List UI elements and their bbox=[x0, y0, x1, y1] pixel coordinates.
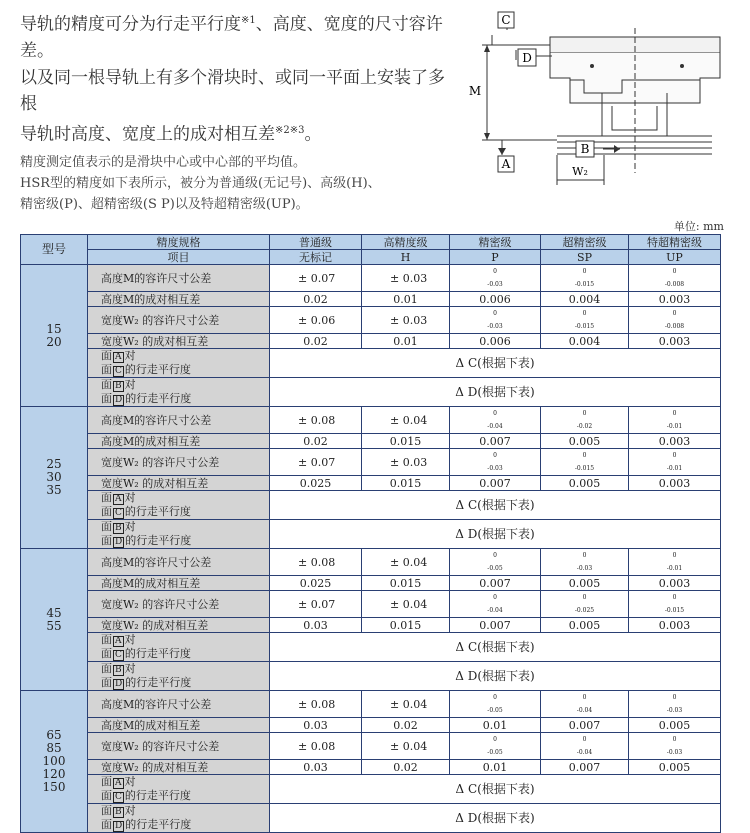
face-word: 面 bbox=[101, 662, 112, 675]
tol-lower: -0.04 bbox=[487, 607, 503, 614]
cell-up bbox=[629, 591, 721, 618]
cell-value: 0.004 bbox=[541, 292, 629, 307]
cell-value: 0.004 bbox=[541, 334, 629, 349]
model-number: 35 bbox=[46, 483, 62, 497]
tol-upper: 0 bbox=[672, 310, 677, 317]
table-row bbox=[21, 378, 721, 407]
parallel-word: 的行走平行度 bbox=[124, 647, 191, 660]
intro-line-2: 以及同一根导轨上有多个滑块时、或同一平面上安装了多根 bbox=[20, 67, 445, 115]
cell-normal: ± 0.06 bbox=[270, 307, 362, 334]
item-width-pair: 宽度W₂ 的成对相互差 bbox=[88, 476, 270, 491]
cell-value: 0.007 bbox=[450, 476, 541, 491]
tol-lower: -0.01 bbox=[666, 465, 683, 472]
note-3: 精密级(P)、超精密级(S P)以及特超精密级(UP)。 bbox=[20, 196, 309, 212]
cell-value: 0.007 bbox=[450, 618, 541, 633]
cell-value: 0.01 bbox=[362, 334, 450, 349]
parallel-word: 的行走平行度 bbox=[124, 505, 191, 518]
cell-value: 0.02 bbox=[362, 760, 450, 775]
cell-value: 0.02 bbox=[270, 292, 362, 307]
tol-upper: 0 bbox=[672, 694, 677, 701]
item-height-pair: 高度M的成对相互差 bbox=[88, 718, 270, 733]
cell-h: ± 0.03 bbox=[362, 307, 450, 334]
item-width-tolerance: 宽度W₂ 的容许尺寸公差 bbox=[88, 733, 270, 760]
parallel-word: 的行走平行度 bbox=[124, 363, 191, 376]
item-parallel-b-d bbox=[88, 662, 270, 691]
cell-value: 0.025 bbox=[270, 476, 362, 491]
cell-normal: ± 0.08 bbox=[270, 549, 362, 576]
cell-p bbox=[450, 265, 541, 292]
face-word: 面 bbox=[101, 505, 112, 518]
cell-value: 0.005 bbox=[629, 718, 721, 733]
cell-sp bbox=[541, 549, 629, 576]
table-row bbox=[21, 491, 721, 520]
header-code-p: P bbox=[450, 250, 541, 265]
cell-up bbox=[629, 407, 721, 434]
model-number: 120 bbox=[42, 767, 66, 781]
item-parallel-b-d bbox=[88, 520, 270, 549]
model-number: 150 bbox=[42, 780, 66, 794]
table-row bbox=[21, 618, 721, 633]
model-number: 85 bbox=[46, 741, 62, 755]
face-box-a: A bbox=[115, 778, 122, 788]
tol-lower: -0.025 bbox=[574, 607, 595, 614]
model-number: 20 bbox=[46, 334, 62, 349]
item-parallel-a-c bbox=[88, 633, 270, 662]
pair-word: 对 bbox=[124, 804, 136, 817]
table-row bbox=[21, 662, 721, 691]
table-row bbox=[21, 349, 721, 378]
face-box-d: D bbox=[115, 395, 123, 405]
table-row bbox=[21, 407, 721, 434]
table-row bbox=[21, 476, 721, 491]
face-word: 面 bbox=[101, 392, 112, 405]
face-box-c: C bbox=[115, 650, 122, 660]
model-number: 65 bbox=[46, 728, 62, 742]
tol-upper: 0 bbox=[582, 310, 587, 317]
cell-value: 0.01 bbox=[450, 760, 541, 775]
item-height-pair: 高度M的成对相互差 bbox=[88, 576, 270, 591]
header-grade-normal: 普通级 bbox=[270, 235, 362, 250]
header-code-normal: 无标记 bbox=[270, 250, 362, 265]
cell-p bbox=[450, 407, 541, 434]
pair-word: 对 bbox=[124, 662, 136, 675]
cell-value: 0.003 bbox=[629, 476, 721, 491]
item-height-tolerance: 高度M的容许尺寸公差 bbox=[88, 407, 270, 434]
cell-delta-d: Δ D(根据下表) bbox=[270, 662, 721, 691]
parallel-word: 的行走平行度 bbox=[125, 676, 192, 689]
intro-line-3-end: 。 bbox=[304, 124, 322, 145]
tol-lower: -0.015 bbox=[574, 465, 595, 472]
label-d: D bbox=[522, 51, 532, 65]
accuracy-table bbox=[20, 234, 721, 833]
cell-sp bbox=[541, 733, 629, 760]
face-box-c: C bbox=[115, 792, 122, 802]
item-width-tolerance: 宽度W₂ 的容许尺寸公差 bbox=[88, 591, 270, 618]
cell-value: 0.02 bbox=[362, 718, 450, 733]
cell-h: ± 0.04 bbox=[362, 407, 450, 434]
face-word: 面 bbox=[101, 520, 112, 533]
model-cell bbox=[21, 265, 88, 407]
cell-value: 0.006 bbox=[450, 334, 541, 349]
model-number: 100 bbox=[42, 754, 66, 768]
item-width-pair: 宽度W₂ 的成对相互差 bbox=[88, 334, 270, 349]
cell-value: 0.003 bbox=[629, 576, 721, 591]
label-b: B bbox=[580, 142, 590, 156]
item-height-tolerance: 高度M的容许尺寸公差 bbox=[88, 265, 270, 292]
label-w2: W₂ bbox=[572, 165, 588, 178]
cell-value: 0.007 bbox=[450, 576, 541, 591]
face-word: 面 bbox=[101, 647, 112, 660]
cell-sp bbox=[541, 591, 629, 618]
table-row bbox=[21, 549, 721, 576]
cell-value: 0.003 bbox=[629, 334, 721, 349]
table-row bbox=[21, 691, 721, 718]
cell-normal: ± 0.08 bbox=[270, 733, 362, 760]
face-box-c: C bbox=[115, 508, 122, 518]
pair-word: 对 bbox=[124, 378, 136, 391]
cell-up bbox=[629, 733, 721, 760]
pair-word: 对 bbox=[124, 349, 136, 362]
face-box-a: A bbox=[115, 352, 122, 362]
table-row bbox=[21, 804, 721, 833]
tol-upper: 0 bbox=[672, 452, 677, 459]
cell-h: ± 0.04 bbox=[362, 733, 450, 760]
cell-h: ± 0.03 bbox=[362, 449, 450, 476]
tol-lower: -0.03 bbox=[487, 323, 503, 330]
label-c: C bbox=[501, 13, 511, 27]
cell-value: 0.015 bbox=[362, 434, 450, 449]
tol-lower: -0.02 bbox=[576, 423, 593, 430]
item-parallel-a-c bbox=[88, 491, 270, 520]
cell-value: 0.01 bbox=[362, 292, 450, 307]
tol-lower: -0.01 bbox=[666, 423, 683, 430]
cell-value: 0.03 bbox=[270, 760, 362, 775]
header-grade-h: 高精度级 bbox=[362, 235, 450, 250]
table-row bbox=[21, 576, 721, 591]
item-height-pair: 高度M的成对相互差 bbox=[88, 292, 270, 307]
item-width-tolerance: 宽度W₂ 的容许尺寸公差 bbox=[88, 307, 270, 334]
tol-upper: 0 bbox=[672, 268, 677, 275]
cell-value: 0.015 bbox=[362, 576, 450, 591]
face-word: 面 bbox=[101, 378, 112, 391]
tol-upper: 0 bbox=[672, 594, 677, 601]
tol-lower: -0.01 bbox=[666, 565, 683, 572]
item-parallel-b-d bbox=[88, 378, 270, 407]
tol-upper: 0 bbox=[493, 694, 497, 701]
tol-lower: -0.015 bbox=[574, 323, 595, 330]
cell-value: 0.01 bbox=[450, 718, 541, 733]
cell-up bbox=[629, 307, 721, 334]
face-box-b: B bbox=[115, 381, 122, 391]
cell-h: ± 0.04 bbox=[362, 549, 450, 576]
cell-value: 0.005 bbox=[541, 576, 629, 591]
table-row bbox=[21, 292, 721, 307]
cell-sp bbox=[541, 449, 629, 476]
table-row bbox=[21, 760, 721, 775]
cell-delta-d: Δ D(根据下表) bbox=[270, 804, 721, 833]
cell-value: 0.015 bbox=[362, 618, 450, 633]
model-cell bbox=[21, 691, 88, 833]
tol-lower: -0.03 bbox=[576, 565, 593, 572]
cell-value: 0.003 bbox=[629, 434, 721, 449]
face-word: 面 bbox=[101, 818, 112, 831]
table-row bbox=[21, 520, 721, 549]
tol-upper: 0 bbox=[582, 552, 587, 559]
tol-upper: 0 bbox=[582, 410, 587, 417]
tol-upper: 0 bbox=[582, 736, 587, 743]
tol-upper: 0 bbox=[672, 552, 677, 559]
cell-value: 0.003 bbox=[629, 618, 721, 633]
rail-block-diagram bbox=[462, 8, 750, 193]
cell-delta-c: Δ C(根据下表) bbox=[270, 775, 721, 804]
item-height-pair: 高度M的成对相互差 bbox=[88, 434, 270, 449]
table-row bbox=[21, 591, 721, 618]
table-row bbox=[21, 733, 721, 760]
note-1: 精度测定值表示的是滑块中心或中心部的平均值。 bbox=[20, 154, 307, 170]
cell-h: ± 0.03 bbox=[362, 265, 450, 292]
cell-normal: ± 0.08 bbox=[270, 407, 362, 434]
face-word: 面 bbox=[101, 775, 112, 788]
face-word: 面 bbox=[101, 676, 112, 689]
tol-lower: -0.03 bbox=[666, 707, 683, 714]
cell-normal: ± 0.07 bbox=[270, 265, 362, 292]
tol-upper: 0 bbox=[582, 594, 587, 601]
tol-lower: -0.04 bbox=[576, 749, 593, 756]
header-code-sp: SP bbox=[541, 250, 629, 265]
face-word: 面 bbox=[101, 363, 112, 376]
face-word: 面 bbox=[101, 633, 112, 646]
face-box-d: D bbox=[115, 821, 123, 831]
cell-p bbox=[450, 449, 541, 476]
pair-word: 对 bbox=[124, 633, 136, 646]
unit-label: 单位: mm bbox=[673, 220, 724, 233]
item-height-tolerance: 高度M的容许尺寸公差 bbox=[88, 691, 270, 718]
tol-lower: -0.05 bbox=[487, 565, 503, 572]
header-model: 型号 bbox=[21, 235, 88, 265]
table-row bbox=[21, 334, 721, 349]
table-row bbox=[21, 434, 721, 449]
intro-line-1-end: 、高度、宽度的尺寸容许差。 bbox=[20, 14, 443, 62]
tol-upper: 0 bbox=[582, 694, 587, 701]
cell-sp bbox=[541, 265, 629, 292]
face-box-b: B bbox=[115, 523, 122, 533]
tol-upper: 0 bbox=[582, 452, 587, 459]
item-parallel-a-c bbox=[88, 775, 270, 804]
model-cell bbox=[21, 549, 88, 691]
cell-delta-d: Δ D(根据下表) bbox=[270, 378, 721, 407]
face-box-d: D bbox=[115, 679, 123, 689]
cell-value: 0.005 bbox=[541, 476, 629, 491]
cell-value: 0.007 bbox=[541, 718, 629, 733]
model-number: 15 bbox=[46, 321, 62, 336]
cell-up bbox=[629, 549, 721, 576]
cell-delta-c: Δ C(根据下表) bbox=[270, 491, 721, 520]
table-row bbox=[21, 775, 721, 804]
model-number: 55 bbox=[46, 618, 62, 633]
header-grade-sp: 超精密级 bbox=[541, 235, 629, 250]
item-width-tolerance: 宽度W₂ 的容许尺寸公差 bbox=[88, 449, 270, 476]
tol-lower: -0.03 bbox=[487, 281, 503, 288]
cell-h: ± 0.04 bbox=[362, 691, 450, 718]
parallel-word: 的行走平行度 bbox=[125, 818, 192, 831]
tol-lower: -0.05 bbox=[487, 749, 503, 756]
cell-p bbox=[450, 733, 541, 760]
parallel-word: 的行走平行度 bbox=[124, 789, 191, 802]
label-a: A bbox=[501, 157, 511, 171]
table-row bbox=[21, 265, 721, 292]
table-row bbox=[21, 718, 721, 733]
parallel-word: 的行走平行度 bbox=[125, 534, 192, 547]
face-box-a: A bbox=[115, 636, 122, 646]
header-grade-p: 精密级 bbox=[450, 235, 541, 250]
intro-text bbox=[20, 8, 460, 215]
intro-notes bbox=[20, 152, 460, 215]
cell-value: 0.005 bbox=[629, 760, 721, 775]
item-height-tolerance: 高度M的容许尺寸公差 bbox=[88, 549, 270, 576]
cell-value: 0.025 bbox=[270, 576, 362, 591]
intro-ref-2: ※2※3 bbox=[275, 124, 305, 136]
header-code-up: UP bbox=[629, 250, 721, 265]
header-item: 项目 bbox=[88, 250, 270, 265]
cell-delta-d: Δ D(根据下表) bbox=[270, 520, 721, 549]
cell-delta-c: Δ C(根据下表) bbox=[270, 633, 721, 662]
table-row bbox=[21, 633, 721, 662]
cell-value: 0.007 bbox=[541, 760, 629, 775]
pair-word: 对 bbox=[124, 491, 136, 504]
cell-p bbox=[450, 307, 541, 334]
tol-upper: 0 bbox=[493, 552, 497, 559]
face-word: 面 bbox=[101, 789, 112, 802]
intro-paragraph bbox=[20, 8, 460, 148]
tol-upper: 0 bbox=[672, 410, 677, 417]
face-word: 面 bbox=[101, 491, 112, 504]
tol-lower: -0.015 bbox=[664, 607, 685, 614]
face-word: 面 bbox=[101, 349, 112, 362]
tol-lower: -0.04 bbox=[576, 707, 593, 714]
cell-p bbox=[450, 691, 541, 718]
tol-lower: -0.04 bbox=[487, 423, 503, 430]
tol-upper: 0 bbox=[493, 452, 497, 459]
model-number: 30 bbox=[46, 470, 62, 484]
cell-up bbox=[629, 449, 721, 476]
cell-value: 0.005 bbox=[541, 434, 629, 449]
tol-upper: 0 bbox=[672, 736, 677, 743]
face-box-b: B bbox=[115, 807, 122, 817]
tol-lower: -0.05 bbox=[487, 707, 503, 714]
pair-word: 对 bbox=[124, 775, 136, 788]
header-grade-up: 特超精密级 bbox=[629, 235, 721, 250]
cell-value: 0.015 bbox=[362, 476, 450, 491]
cell-normal: ± 0.07 bbox=[270, 449, 362, 476]
table-row bbox=[21, 307, 721, 334]
cell-up bbox=[629, 691, 721, 718]
cell-normal: ± 0.07 bbox=[270, 591, 362, 618]
face-word: 面 bbox=[101, 534, 112, 547]
cell-p bbox=[450, 591, 541, 618]
face-box-c: C bbox=[115, 366, 122, 376]
cell-p bbox=[450, 549, 541, 576]
tol-upper: 0 bbox=[493, 736, 497, 743]
tol-lower: -0.008 bbox=[664, 323, 685, 330]
note-2: HSR型的精度如下表所示，被分为普通级(无记号)、高级(H)、 bbox=[20, 175, 381, 191]
cell-value: 0.006 bbox=[450, 292, 541, 307]
tol-upper: 0 bbox=[493, 310, 497, 317]
tol-upper: 0 bbox=[493, 410, 497, 417]
cell-value: 0.007 bbox=[450, 434, 541, 449]
face-box-d: D bbox=[115, 537, 123, 547]
item-parallel-a-c bbox=[88, 349, 270, 378]
table-row bbox=[21, 449, 721, 476]
label-m: M bbox=[468, 84, 482, 98]
tol-upper: 0 bbox=[493, 594, 497, 601]
cell-value: 0.005 bbox=[541, 618, 629, 633]
parallel-word: 的行走平行度 bbox=[125, 392, 192, 405]
item-width-pair: 宽度W₂ 的成对相互差 bbox=[88, 760, 270, 775]
model-number: 25 bbox=[46, 457, 62, 471]
cell-value: 0.02 bbox=[270, 434, 362, 449]
header-code-h: H bbox=[362, 250, 450, 265]
intro-line-3: 导轨时高度、宽度上的成对相互差 bbox=[20, 124, 275, 145]
tol-upper: 0 bbox=[493, 268, 497, 275]
intro-line-1: 导轨的精度可分为行走平行度 bbox=[20, 14, 241, 35]
cell-value: 0.02 bbox=[270, 334, 362, 349]
model-number: 45 bbox=[46, 605, 62, 620]
face-word: 面 bbox=[101, 804, 112, 817]
item-parallel-b-d bbox=[88, 804, 270, 833]
header-spec: 精度规格 bbox=[88, 235, 270, 250]
cell-value: 0.003 bbox=[629, 292, 721, 307]
cell-sp bbox=[541, 407, 629, 434]
cell-value: 0.03 bbox=[270, 618, 362, 633]
face-box-a: A bbox=[115, 494, 122, 504]
tol-lower: -0.03 bbox=[487, 465, 503, 472]
pair-word: 对 bbox=[124, 520, 136, 533]
cell-value: 0.03 bbox=[270, 718, 362, 733]
model-cell bbox=[21, 407, 88, 549]
face-box-b: B bbox=[115, 665, 122, 675]
cell-sp bbox=[541, 691, 629, 718]
cell-delta-c: Δ C(根据下表) bbox=[270, 349, 721, 378]
cell-h: ± 0.04 bbox=[362, 591, 450, 618]
tol-lower: -0.03 bbox=[666, 749, 683, 756]
intro-ref-1: ※1 bbox=[241, 15, 256, 26]
cell-sp bbox=[541, 307, 629, 334]
tol-upper: 0 bbox=[582, 268, 587, 275]
cell-normal: ± 0.08 bbox=[270, 691, 362, 718]
item-width-pair: 宽度W₂ 的成对相互差 bbox=[88, 618, 270, 633]
tol-lower: -0.008 bbox=[664, 281, 685, 288]
tol-lower: -0.015 bbox=[574, 281, 595, 288]
cell-up bbox=[629, 265, 721, 292]
